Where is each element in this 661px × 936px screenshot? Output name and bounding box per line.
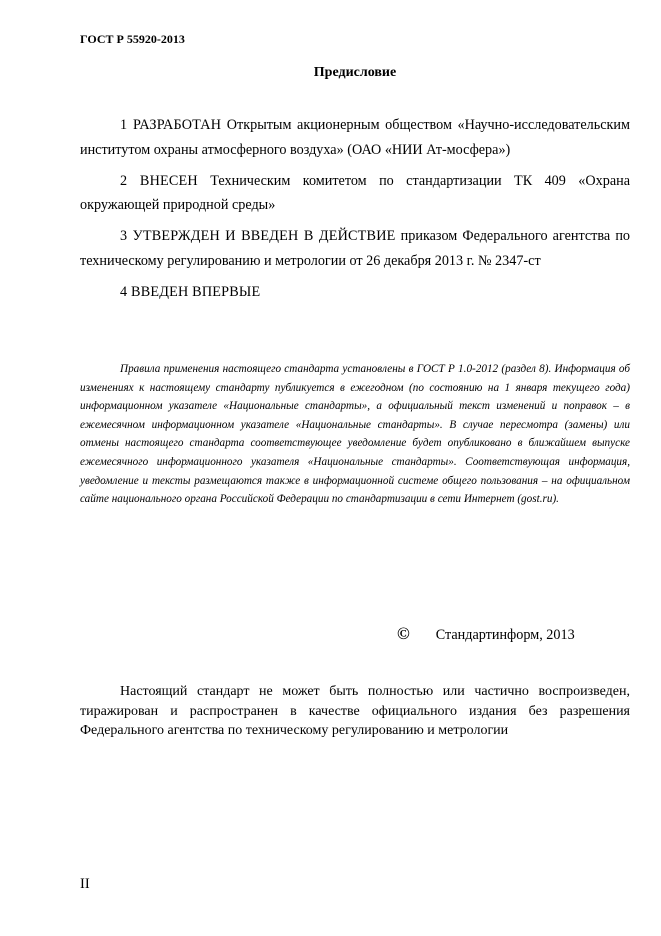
clause-text: Открытым акционерным обществом «Научно-исследовательским институтом охраны атмосферного воздуха» (ОАО «НИИ Ат-мосфера») — [80, 117, 630, 158]
clause-submitted — [80, 169, 630, 219]
clause-text: Техническим комитетом по стандартизации ТК 409 «Охрана окружающей природной среды» — [80, 172, 631, 214]
preface-title: Предисловие — [313, 65, 397, 80]
clause-keyword: 3 УТВЕРЖДЕН И ВВЕДЕН В ДЕЙСТВИЕ — [120, 228, 396, 245]
copyright-holder: Стандартинформ, 2013 — [435, 627, 575, 643]
clause-keyword: 4 ВВЕДЕН ВПЕРВЫЕ — [120, 283, 261, 300]
application-rules-notice: Правила применения настоящего стандарта установлены в ГОСТ Р 1.0-2012 (раздел 8). Информация об изменениях к настоящему стандарту публикуется в ежегодном (по состоянию на 1 января текущего года) информационном указателе «Национальные стандарты», а официальный текст изменений и поправок – в ежемесячном информационном указателе «Национальные стандарты». В случае пересмотра (замены) или отмены настоящего стандарта соответствующее уведомление будет опубликовано в ближайшем выпуске ежемесячного информационного указателя «Национальные стандарты». Соответствующая информация, уведомление и тексты размещаются также в информационной системе общего пользования – на официальном сайте национального органа Российской Федерации по стандартизации в сети Интернет (gost.ru). — [80, 363, 630, 506]
clause-keyword: 1 РАЗРАБОТАН — [120, 117, 222, 133]
clause-developed — [80, 113, 630, 163]
preface-clauses — [80, 113, 630, 305]
standard-code-header: ГОСТ Р 55920-2013 — [80, 32, 185, 46]
clause-approved — [80, 224, 630, 274]
page-number: II — [80, 876, 90, 892]
clause-introduced — [80, 280, 630, 305]
reproduction-notice: Настоящий стандарт не может быть полностью или частично воспроизведен, тиражирован и распространен в качестве официального издания без разрешения Федерального агентства по техническому регулированию и метрологии — [80, 684, 630, 738]
clause-text: приказом Федерального агентства по техническому регулированию и метрологии от 26 декабря 2013 г. № 2347-ст — [80, 228, 631, 269]
copyright-line — [397, 624, 575, 645]
clause-keyword: 2 ВНЕСЕН — [120, 172, 198, 189]
copyright-icon: © — [397, 624, 410, 643]
